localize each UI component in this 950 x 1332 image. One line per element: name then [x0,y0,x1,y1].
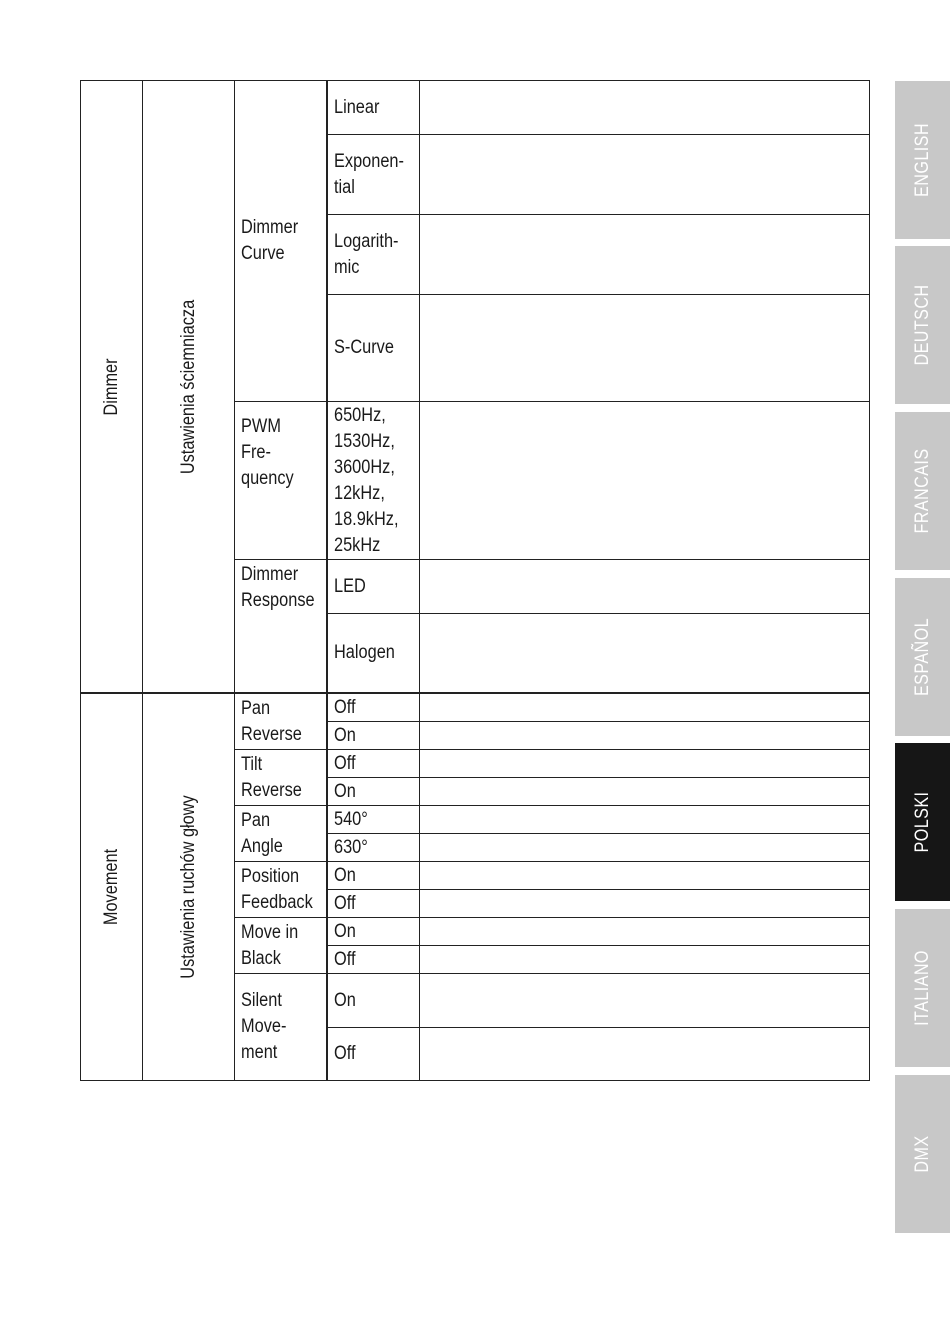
param-label-dimmer-curve: Dimmer Curve [241,217,299,264]
param-cell-pan-angle [234,805,327,862]
option-value: On [334,864,356,886]
tab-espanol[interactable] [895,578,950,736]
option-value: 630° [334,836,368,858]
description-cell [419,805,870,834]
option-cell [327,294,420,402]
section-label-dimmer: Ustawienia ściemniacza [177,299,199,474]
option-cell [327,721,420,750]
param-cell-pan-reverse [234,693,327,750]
category-label-dimmer: Dimmer [100,357,122,416]
description-cell [419,693,870,722]
option-value: On [334,989,356,1011]
param-cell-silent-movement [234,973,327,1081]
param-cell-dimmer-curve [234,80,327,402]
param-label-pan-reverse: Pan Reverse [241,697,302,745]
option-cell [327,214,420,295]
option-cell [327,401,420,560]
option-value: Linear [334,96,380,118]
option-value: On [334,724,356,746]
option-value: Off [334,948,356,970]
section-label-movement: Ustawienia ruchów głowy [177,795,199,979]
option-value: On [334,780,356,802]
tab-deutsch[interactable] [895,246,950,404]
tab-english[interactable] [895,81,950,239]
param-label-dimmer-response: Dimmer Response [241,564,315,611]
description-cell [419,294,870,402]
option-value: On [334,920,356,942]
description-cell [419,833,870,862]
option-cell [327,945,420,974]
tab-dmx[interactable] [895,1075,950,1233]
description-cell [419,721,870,750]
option-cell [327,917,420,946]
description-cell [419,889,870,918]
description-cell [419,749,870,778]
description-cell [419,613,870,693]
option-value: Off [334,752,356,774]
section-cell-dimmer [142,80,235,693]
option-value: S-Curve [334,337,394,358]
option-value: LED [334,575,366,597]
description-cell [419,777,870,806]
category-cell-dimmer [80,80,143,693]
description-cell [419,80,870,135]
tab-label: ESPAÑOL [911,617,933,697]
param-label-move-in-black: Move in Black [241,921,299,969]
option-cell [327,134,420,215]
param-cell-tilt-reverse [234,749,327,806]
param-cell-dimmer-response [234,559,327,693]
description-cell [419,945,870,974]
option-value: Off [334,696,356,718]
option-cell [327,613,420,693]
tab-label: ENGLISH [911,123,933,197]
description-cell [419,861,870,890]
option-value: 540° [334,808,368,830]
tab-label: POLSKI [911,791,933,853]
description-cell [419,1027,870,1081]
option-cell [327,861,420,890]
option-cell [327,805,420,834]
description-cell [419,214,870,295]
description-cell [419,134,870,215]
description-cell [419,559,870,614]
param-cell-pwm-frequency [234,401,327,560]
tab-label: DMX [911,1135,933,1173]
option-cell [327,833,420,862]
option-cell [327,749,420,778]
option-cell [327,559,420,614]
tab-italiano[interactable] [895,909,950,1067]
option-value: Exponen- tial [334,150,404,198]
option-cell [327,693,420,722]
param-label-pan-angle: Pan Angle [241,809,283,857]
description-cell [419,401,870,560]
option-value: Halogen [334,642,395,663]
param-label-position-feedback: Position Feedback [241,865,313,913]
tab-label: FRANCAIS [911,448,933,534]
option-cell [327,973,420,1028]
tab-francais[interactable] [895,412,950,570]
tab-label: ITALIANO [911,950,933,1026]
option-value: Off [334,892,356,914]
param-label-silent-movement: Silent Move- ment [241,990,287,1063]
description-cell [419,973,870,1028]
param-label-tilt-reverse: Tilt Reverse [241,753,302,801]
tab-label: DEUTSCH [911,284,933,366]
option-cell [327,80,420,135]
param-cell-position-feedback [234,861,327,918]
section-cell-movement [142,693,235,1081]
option-cell [327,889,420,918]
param-cell-move-in-black [234,917,327,974]
option-value: Logarith- mic [334,230,399,278]
description-cell [419,917,870,946]
category-label-movement: Movement [100,848,122,926]
option-value: 650Hz, 1530Hz, 3600Hz, 12kHz, 18.9kHz, 25kHz [334,404,399,556]
option-cell [327,1027,420,1081]
option-value: Off [334,1043,356,1064]
option-cell [327,777,420,806]
category-cell-movement [80,693,143,1081]
param-label-pwm-frequency: PWM Fre- quency [241,416,294,489]
tab-polski[interactable] [895,743,950,901]
